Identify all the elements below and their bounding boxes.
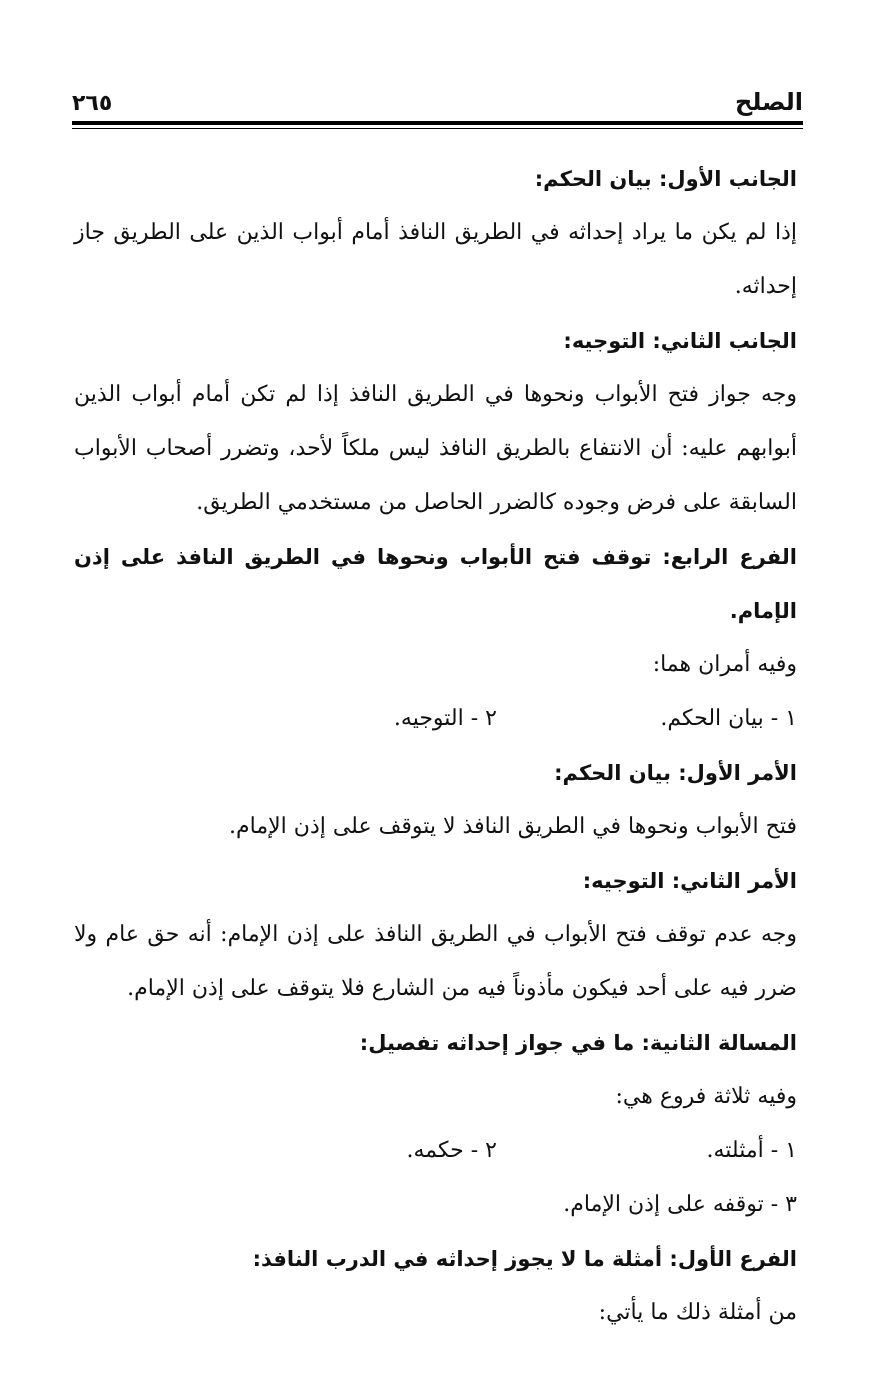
list-item: ٢ - حكمه. [406,1138,497,1163]
heading-matter-two: الأمر الثاني: التوجيه: [582,869,797,893]
paragraph: وجه جواز فتح الأبواب ونحوها في الطريق النافذ إذا لم تكن أمام أبواب الذين أبوابهم عليه: أن الانتفاع بالطريق النافذ ليس ملكاً لأحد، وتضرر أصحاب الأبواب السابقة على فرض وجوده كالضرر الحاصل من مستخدمي الطريق. [74,382,797,515]
list-row [74,1124,797,1178]
heading-branch-four: الفرع الرابع: توقف فتح الأبواب ونحوها في الطريق النافذ على إذن الإمام. [74,545,797,623]
paragraph: من أمثلة ذلك ما يأتي: [598,1300,797,1325]
page-body [74,152,797,1340]
heading-side-one: الجانب الأول: بيان الحكم: [534,167,797,191]
header-rule-thick [72,121,803,125]
list-item: ١ - أمثلته. [706,1138,797,1163]
paragraph: وجه عدم توقف فتح الأبواب في الطريق النافذ على إذن الإمام: أنه حق عام ولا ضرر فيه على أحد فيكون مأذوناً فيه من الشارع فلا يتوقف على إذن الإمام. [74,922,797,1001]
paragraph: فتح الأبواب ونحوها في الطريق النافذ لا يتوقف على إذن الإمام. [229,814,797,839]
header-rule-thin [72,128,803,129]
paragraph: وفيه أمران هما: [652,652,797,677]
paragraph: وفيه ثلاثة فروع هي: [615,1084,797,1109]
list-item: ٢ - التوجيه. [393,706,497,731]
paragraph: إذا لم يكن ما يراد إحداثه في الطريق النافذ أمام أبواب الذين على الطريق جاز إحداثه. [74,220,797,299]
running-header [72,84,803,116]
heading-branch-one: الفرع الأول: أمثلة ما لا يجوز إحداثه في الدرب النافذ: [252,1247,797,1271]
list-item: ٣ - توقفه على إذن الإمام. [563,1192,797,1217]
page-number: ٢٦٥ [72,91,113,116]
heading-issue-two: المسالة الثانية: ما في جواز إحداثه تفصيل: [359,1031,797,1055]
heading-side-two: الجانب الثاني: التوجيه: [563,329,797,353]
chapter-title: الصلح [735,88,803,116]
heading-matter-one: الأمر الأول: بيان الحكم: [554,761,797,785]
list-row [74,692,797,746]
list-item: ١ - بيان الحكم. [660,706,797,731]
